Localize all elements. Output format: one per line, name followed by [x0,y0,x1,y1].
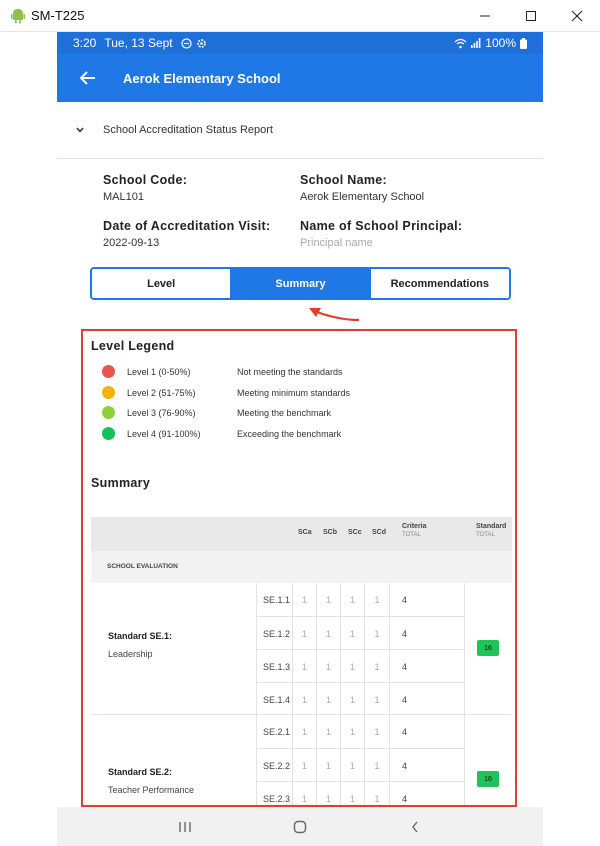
cell-scb: 1 [316,650,340,683]
row-code: SE.1.3 [256,650,292,683]
section-label: SCHOOL EVALUATION [107,563,178,570]
legend-level: Level 1 (0-50%) [127,366,191,377]
school-name-label: School Name: [300,173,387,187]
school-code-field [103,173,187,203]
standard-block-se1 [91,583,512,715]
report-tabs [90,267,511,300]
section-title: School Accreditation Status Report [103,124,273,136]
maximize-button[interactable] [508,0,554,32]
standard-label [108,631,172,659]
cell-scc: 1 [340,650,364,683]
chevron-down-icon [75,125,85,135]
school-name-value: Aerok Elementary School [300,191,425,203]
android-icon [11,8,25,24]
recent-apps-icon [178,821,192,833]
cell-criteria: 4 [389,617,461,650]
principal-placeholder[interactable]: Principal name [300,237,373,249]
col-sca: SCa [298,529,312,536]
back-arrow-icon[interactable] [79,69,97,87]
cell-scd: 1 [364,782,389,807]
cell-scb: 1 [316,683,340,716]
cell-sca: 1 [292,715,316,748]
cell-scd: 1 [364,583,389,616]
visit-date-field [103,219,270,249]
cell-scc: 1 [340,715,364,748]
status-date: Tue, 13 Sept [104,36,173,50]
legend-item [102,427,341,440]
col-standard-label: Standard [476,523,507,530]
col-criteria-sub: TOTAL [402,532,421,538]
cell-criteria: 4 [389,683,461,716]
standard-name: Standard SE.2: [108,767,173,777]
legend-title: Level Legend [91,339,175,353]
standard-name: Standard SE.1: [108,631,173,641]
android-nav-bar [57,807,543,846]
row-code: SE.1.2 [256,617,292,650]
table-section-row [91,551,512,583]
column-divider [464,583,465,715]
window-title: SM-T225 [31,8,85,23]
cell-scc: 1 [340,617,364,650]
wifi-icon [454,38,467,49]
tab-recommendations[interactable]: Recommendations [370,269,509,298]
standard-subtitle: Leadership [108,649,153,659]
close-button[interactable] [554,0,600,32]
standard-total-badge: 16 [477,771,499,787]
cell-scc: 1 [340,782,364,807]
standard-label [108,767,194,795]
table-row [256,715,465,748]
cell-criteria: 4 [389,715,461,748]
table-row [256,682,465,715]
status-bar [57,32,543,54]
report-section-header[interactable] [57,102,543,159]
legend-item [102,386,350,399]
cell-sca: 1 [292,749,316,782]
cell-scb: 1 [316,749,340,782]
visit-date-label: Date of Accreditation Visit: [103,219,271,233]
cell-scb: 1 [316,617,340,650]
standard-total-badge: 16 [477,640,499,656]
legend-item [102,365,343,378]
level-dot-icon [102,386,115,399]
row-code: SE.2.2 [256,749,292,782]
settings-gear-icon [196,38,207,49]
cell-criteria: 4 [389,583,461,616]
cell-scc: 1 [340,749,364,782]
cell-scd: 1 [364,749,389,782]
window-titlebar [0,0,600,32]
cell-scb: 1 [316,715,340,748]
col-scd: SCd [372,529,386,536]
dnd-icon [181,38,192,49]
legend-description: Meeting minimum standards [237,387,351,398]
cell-sca: 1 [292,683,316,716]
col-scb: SCb [323,529,337,536]
summary-title: Summary [91,476,151,490]
col-criteria-label: Criteria [402,523,427,530]
tab-level[interactable]: Level [92,269,230,298]
cell-criteria: 4 [389,749,461,782]
level-dot-icon [102,427,115,440]
cell-sca: 1 [292,650,316,683]
back-button[interactable] [403,815,427,839]
cell-sca: 1 [292,617,316,650]
legend-item [102,406,331,419]
table-row [256,616,465,649]
summary-table [91,517,512,807]
column-divider [464,715,465,807]
principal-label: Name of School Principal: [300,219,463,233]
visit-date-value: 2022-09-13 [103,237,160,249]
summary-highlight-box [81,329,517,807]
table-row [256,748,465,781]
app-title: Aerok Elementary School [123,70,281,86]
close-icon [571,10,583,22]
legend-level: Level 4 (91-100%) [127,428,201,439]
home-button[interactable] [288,815,312,839]
row-code: SE.1.4 [256,683,292,716]
table-row [256,649,465,682]
standard-subtitle: Teacher Performance [108,785,195,795]
cell-criteria: 4 [389,782,461,807]
signal-icon [471,38,481,48]
cell-criteria: 4 [389,650,461,683]
recent-apps-button[interactable] [173,815,197,839]
legend-description: Meeting the benchmark [237,407,332,418]
table-row [256,781,465,807]
minimize-button[interactable] [462,0,508,32]
annotation-arrow-icon [303,300,363,328]
battery-percent: 100% [485,36,516,50]
status-time: 3:20 [73,36,97,50]
home-icon [293,820,307,834]
row-code: SE.1.1 [256,583,292,616]
cell-scb: 1 [316,782,340,807]
cell-scc: 1 [340,583,364,616]
battery-icon [520,38,527,49]
cell-scd: 1 [364,715,389,748]
school-code-label: School Code: [103,173,188,187]
tab-summary[interactable]: Summary [230,269,369,298]
level-dot-icon [102,406,115,419]
app-bar [57,54,543,102]
cell-scc: 1 [340,683,364,716]
cell-scb: 1 [316,583,340,616]
school-code-value: MAL101 [103,191,144,203]
col-standard [476,523,506,538]
device-screen [57,32,543,846]
cell-sca: 1 [292,782,316,807]
legend-description: Not meeting the standards [237,366,343,377]
table-row [256,583,465,616]
level-dot-icon [102,365,115,378]
cell-sca: 1 [292,583,316,616]
col-standard-sub: TOTAL [476,532,495,538]
cell-scd: 1 [364,683,389,716]
principal-field [300,219,462,249]
legend-description: Exceeding the benchmark [237,428,342,439]
maximize-icon [525,10,537,22]
legend-level: Level 2 (51-75%) [127,387,196,398]
row-code: SE.2.1 [256,715,292,748]
cell-scd: 1 [364,650,389,683]
row-code: SE.2.3 [256,782,292,807]
col-criteria [402,523,427,538]
col-scc: SCc [348,529,362,536]
table-header [91,517,512,551]
school-name-field [300,173,424,203]
back-chevron-icon [410,820,420,834]
cell-scd: 1 [364,617,389,650]
standard-block-se2 [91,715,512,807]
minimize-icon [479,10,491,22]
legend-level: Level 3 (76-90%) [127,407,196,418]
